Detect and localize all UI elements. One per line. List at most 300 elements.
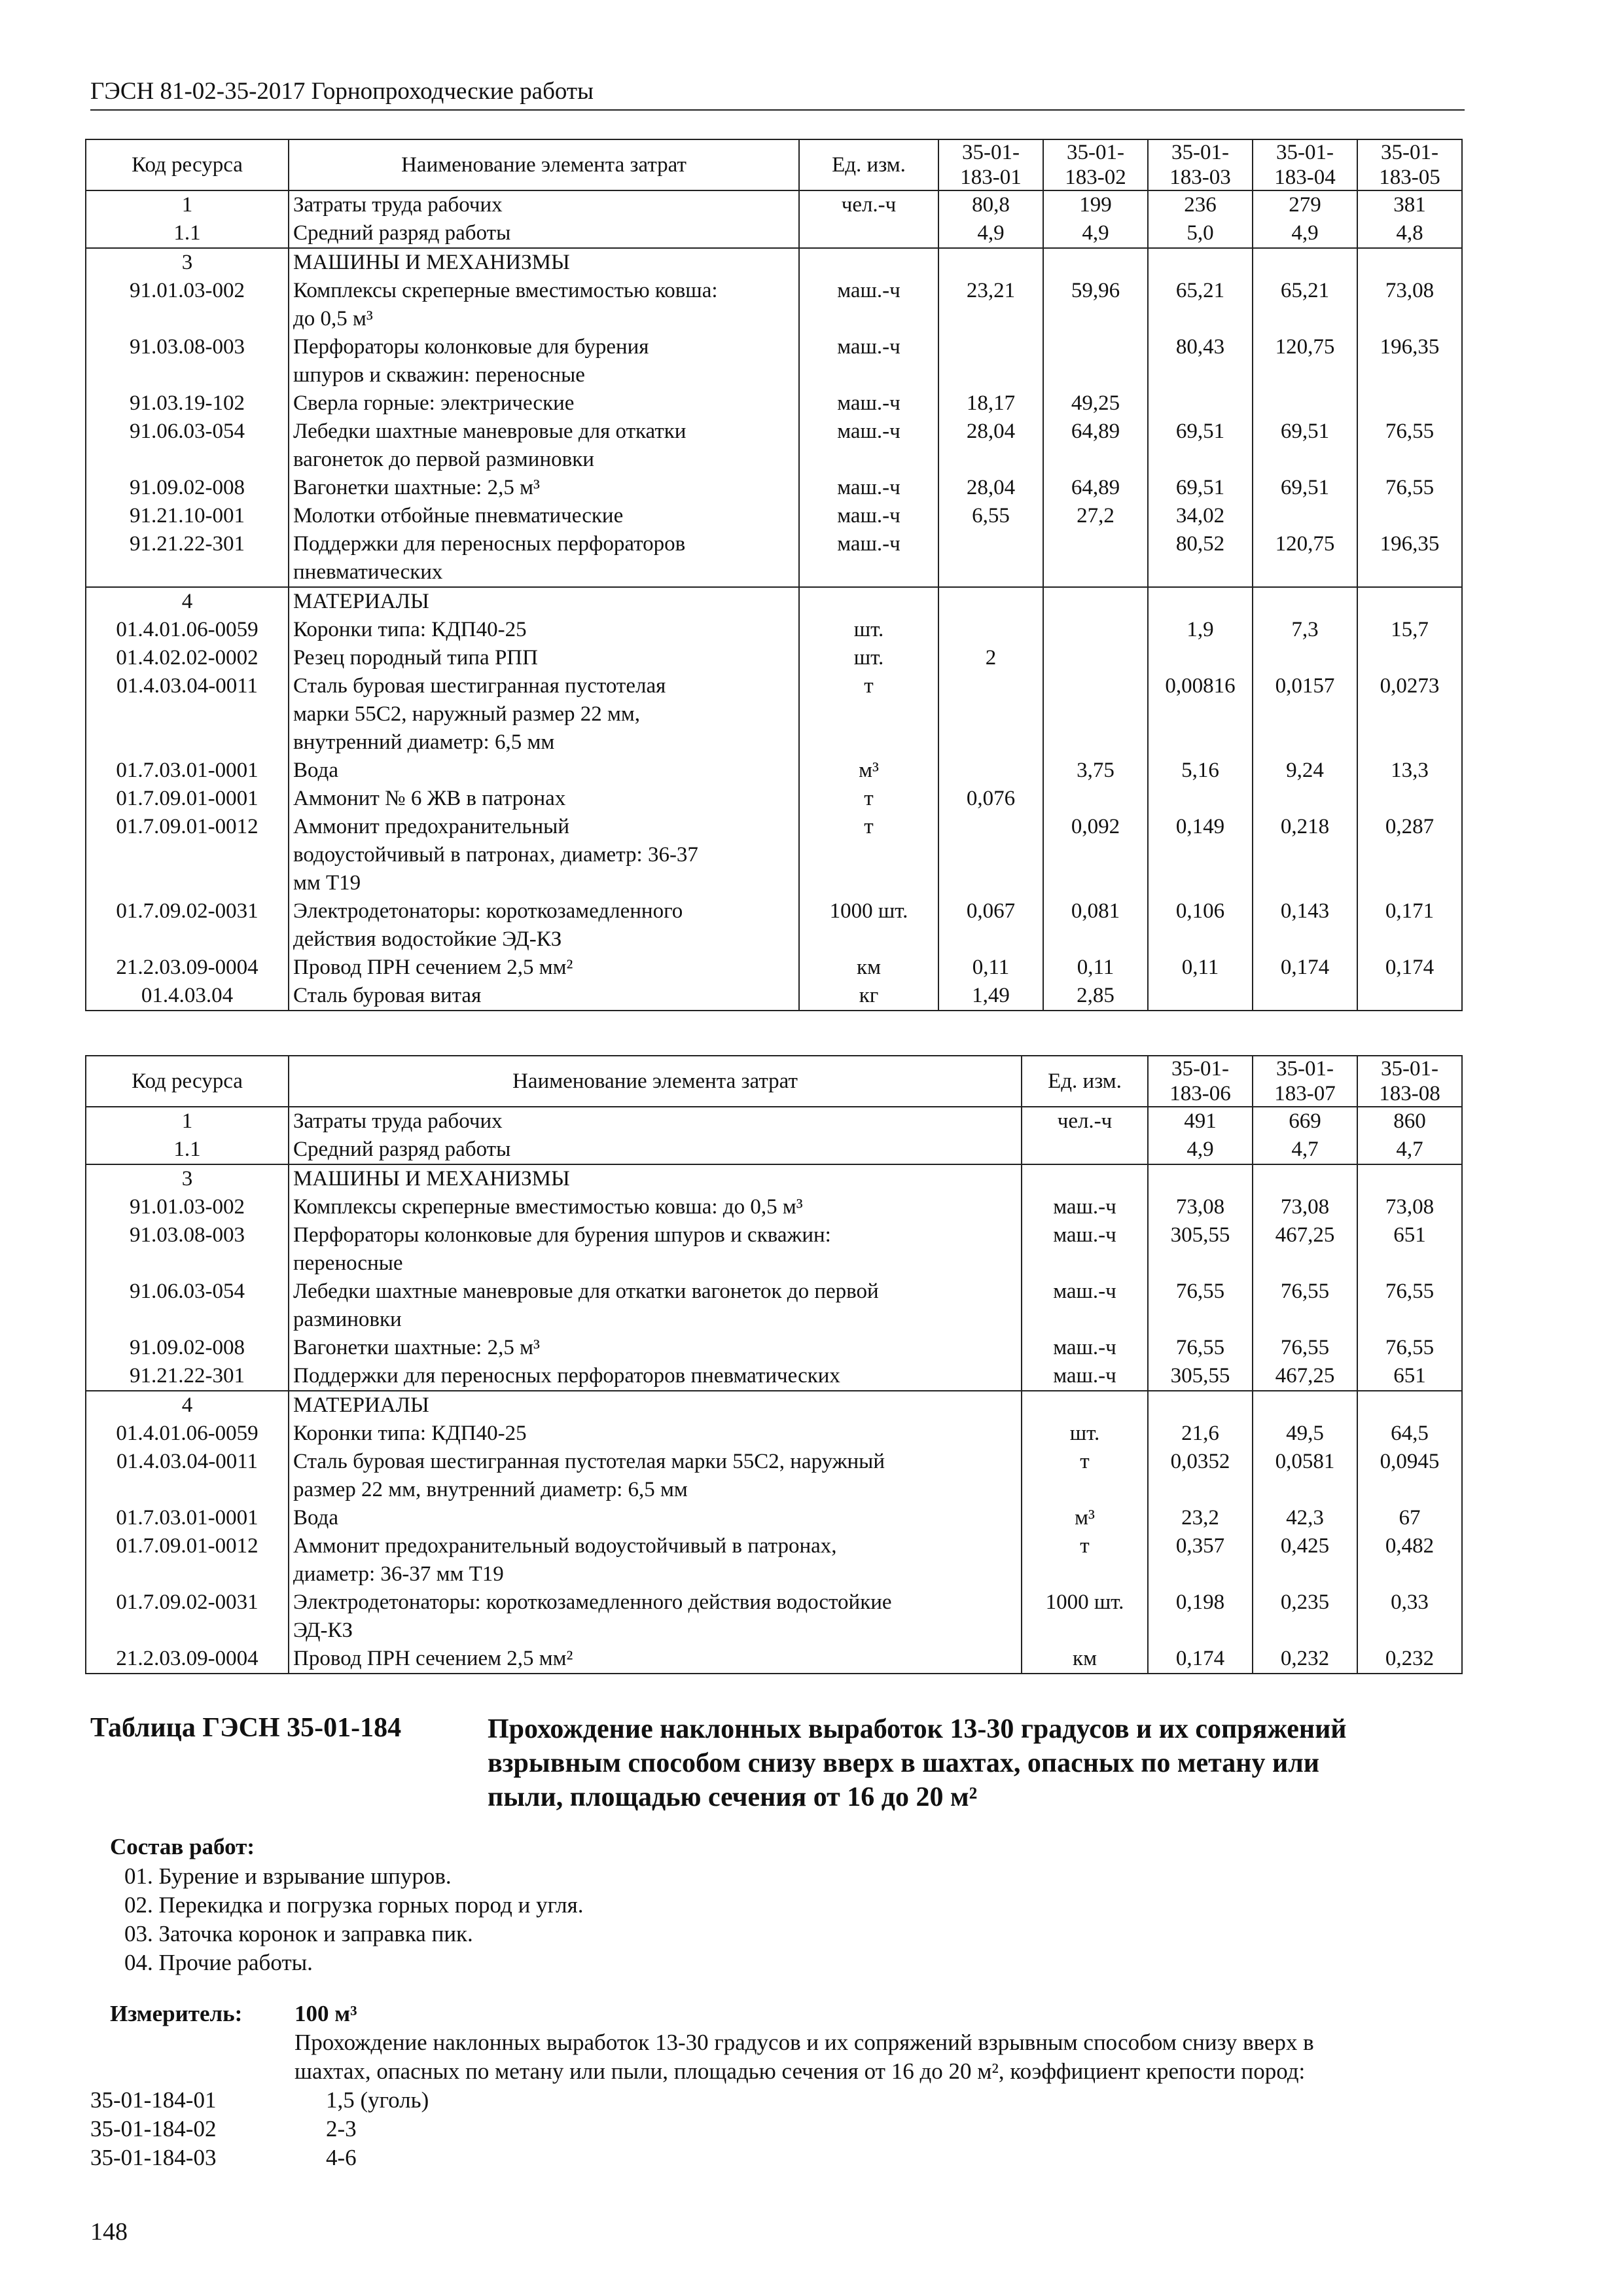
resource-value xyxy=(1148,587,1253,616)
resource-code: 1 xyxy=(86,1107,289,1136)
table-row xyxy=(86,418,1462,474)
resource-value: 76,55 xyxy=(1357,1278,1462,1334)
table-row xyxy=(86,1278,1462,1334)
table-row xyxy=(86,530,1462,587)
resource-unit: шт. xyxy=(1022,1420,1148,1448)
resource-value: 0,171 xyxy=(1357,897,1462,954)
resource-unit xyxy=(799,248,938,277)
resource-unit: м³ xyxy=(799,757,938,785)
resource-value: 0,232 xyxy=(1357,1645,1462,1674)
resource-value: 4,7 xyxy=(1357,1136,1462,1164)
resource-unit: маш.-ч xyxy=(1022,1193,1148,1221)
table-row xyxy=(86,219,1462,248)
norm-code: 35-01-184-02 xyxy=(90,2116,217,2142)
resource-value: 120,75 xyxy=(1253,530,1357,587)
resource-unit: маш.-ч xyxy=(799,389,938,418)
table-row xyxy=(86,502,1462,530)
resource-value: 21,6 xyxy=(1148,1420,1253,1448)
title-line: Прохождение наклонных выработок 13-30 градусов и их сопряжений xyxy=(488,1714,1347,1744)
header-norm-code: 35-01- 183-02 xyxy=(1043,139,1148,190)
resource-name: Сталь буровая витая xyxy=(289,982,799,1011)
resource-value: 0,174 xyxy=(1253,954,1357,982)
table-row xyxy=(86,1362,1462,1391)
resource-value: 4,9 xyxy=(938,219,1043,248)
resource-value: 6,55 xyxy=(938,502,1043,530)
resource-code: 01.7.03.01-0001 xyxy=(86,1504,289,1532)
table-title-code: Таблица ГЭСН 35-01-184 xyxy=(90,1713,402,1743)
resource-code: 01.7.09.01-0001 xyxy=(86,785,289,813)
resource-value: 80,8 xyxy=(938,190,1043,219)
resource-code: 4 xyxy=(86,1391,289,1420)
resource-value: 196,35 xyxy=(1357,333,1462,389)
header-norm-code: 35-01- 183-04 xyxy=(1253,139,1357,190)
resource-value: 65,21 xyxy=(1148,277,1253,333)
resource-name: Перфораторы колонковые для бурения шпуров и скважин: переносные xyxy=(289,1221,1022,1278)
header-norm-code: 35-01- 183-07 xyxy=(1253,1056,1357,1107)
resource-name: Сверла горные: электрические xyxy=(289,389,799,418)
works-item: 04. Прочие работы. xyxy=(124,1950,313,1975)
table-row xyxy=(86,1193,1462,1221)
table-row xyxy=(86,1136,1462,1164)
resource-value: 69,51 xyxy=(1148,474,1253,502)
resource-code: 21.2.03.09-0004 xyxy=(86,1645,289,1674)
resource-unit: 1000 шт. xyxy=(1022,1588,1148,1645)
resource-value: 65,21 xyxy=(1253,277,1357,333)
resource-value: 23,21 xyxy=(938,277,1043,333)
resource-unit: маш.-ч xyxy=(799,530,938,587)
resource-code: 1.1 xyxy=(86,1136,289,1164)
resource-name: Резец породный типа РПП xyxy=(289,644,799,672)
resource-name: Молотки отбойные пневматические xyxy=(289,502,799,530)
resource-value: 28,04 xyxy=(938,418,1043,474)
resource-value: 28,04 xyxy=(938,474,1043,502)
resource-code: 01.7.09.01-0012 xyxy=(86,1532,289,1588)
resource-value: 0,0273 xyxy=(1357,672,1462,757)
section-row xyxy=(86,587,1462,616)
resource-value: 4,9 xyxy=(1148,1136,1253,1164)
resource-value xyxy=(1043,333,1148,389)
table-row xyxy=(86,1420,1462,1448)
resource-value: 0,174 xyxy=(1148,1645,1253,1674)
resource-value: 80,52 xyxy=(1148,530,1253,587)
resource-value: 0,482 xyxy=(1357,1532,1462,1588)
resource-code: 1 xyxy=(86,190,289,219)
resource-name: Аммонит предохранительный водоустойчивый в патронах, диаметр: 36-37 мм Т19 xyxy=(289,1532,1022,1588)
table-header-row xyxy=(86,1056,1462,1107)
resource-value: 5,16 xyxy=(1148,757,1253,785)
resource-code: 91.01.03-002 xyxy=(86,277,289,333)
header-name: Наименование элемента затрат xyxy=(289,1056,1022,1107)
resource-value: 76,55 xyxy=(1148,1334,1253,1362)
table-row xyxy=(86,897,1462,954)
table-row xyxy=(86,1221,1462,1278)
resource-value: 1,9 xyxy=(1148,616,1253,644)
resource-unit: т xyxy=(1022,1532,1148,1588)
table-row xyxy=(86,982,1462,1011)
resource-value xyxy=(1357,389,1462,418)
section-row xyxy=(86,248,1462,277)
resource-value: 0,106 xyxy=(1148,897,1253,954)
resource-value: 4,7 xyxy=(1253,1136,1357,1164)
works-list xyxy=(124,1862,583,1977)
table-row xyxy=(86,1532,1462,1588)
resource-name: Электродетонаторы: короткозамедленного действия водостойкие ЭД-КЗ xyxy=(289,897,799,954)
resource-value xyxy=(938,672,1043,757)
resource-unit: маш.-ч xyxy=(799,502,938,530)
header-unit: Ед. изм. xyxy=(1022,1056,1148,1107)
resource-name: Лебедки шахтные маневровые для откатки вагонеток до первой разминовки xyxy=(289,418,799,474)
table-row xyxy=(86,190,1462,219)
resource-code: 4 xyxy=(86,587,289,616)
table-row xyxy=(86,1645,1462,1674)
resource-unit: чел.-ч xyxy=(1022,1107,1148,1136)
resource-name: Поддержки для переносных перфораторов пневматических xyxy=(289,1362,1022,1391)
resource-value xyxy=(1148,644,1253,672)
norm-value: 2-3 xyxy=(326,2116,357,2142)
resource-code: 01.4.01.06-0059 xyxy=(86,616,289,644)
norm-value: 4-6 xyxy=(326,2145,357,2170)
resource-value xyxy=(938,248,1043,277)
resource-value: 467,25 xyxy=(1253,1362,1357,1391)
resource-unit: маш.-ч xyxy=(799,277,938,333)
header-name: Наименование элемента затрат xyxy=(289,139,799,190)
resource-value xyxy=(1253,248,1357,277)
header-norm-code: 35-01- 183-06 xyxy=(1148,1056,1253,1107)
meter-description-line: Прохождение наклонных выработок 13-30 градусов и их сопряжений взрывным способом снизу вверх в xyxy=(294,2030,1314,2055)
resource-table-183-01-05 xyxy=(85,139,1463,1011)
resource-value xyxy=(1357,1391,1462,1420)
resource-code: 21.2.03.09-0004 xyxy=(86,954,289,982)
resource-value xyxy=(1043,530,1148,587)
resource-value xyxy=(1357,248,1462,277)
table-row xyxy=(86,277,1462,333)
resource-name: Комплексы скреперные вместимостью ковша: до 0,5 м³ xyxy=(289,1193,1022,1221)
resource-value xyxy=(1148,1391,1253,1420)
resource-code: 91.06.03-054 xyxy=(86,1278,289,1334)
resource-value: 0,33 xyxy=(1357,1588,1462,1645)
resource-code: 01.4.03.04 xyxy=(86,982,289,1011)
resource-value: 67 xyxy=(1357,1504,1462,1532)
resource-value: 76,55 xyxy=(1253,1278,1357,1334)
resource-unit: маш.-ч xyxy=(799,418,938,474)
resource-value: 669 xyxy=(1253,1107,1357,1136)
resource-value xyxy=(1253,389,1357,418)
resource-unit: шт. xyxy=(799,644,938,672)
resource-unit: т xyxy=(1022,1448,1148,1504)
resource-value: 0,081 xyxy=(1043,897,1148,954)
resource-value: 76,55 xyxy=(1148,1278,1253,1334)
resource-code: 01.4.03.04-0011 xyxy=(86,1448,289,1504)
resource-value: 4,8 xyxy=(1357,219,1462,248)
resource-value: 42,3 xyxy=(1253,1504,1357,1532)
resource-value: 2,85 xyxy=(1043,982,1148,1011)
resource-value xyxy=(938,813,1043,897)
norm-code: 35-01-184-03 xyxy=(90,2145,217,2170)
resource-name: Сталь буровая шестигранная пустотелая марки 55С2, наружный размер 22 мм, внутренний диаметр: 6,5 мм xyxy=(289,672,799,757)
resource-unit: м³ xyxy=(1022,1504,1148,1532)
resource-code: 01.7.03.01-0001 xyxy=(86,757,289,785)
resource-unit: т xyxy=(799,672,938,757)
header-norm-code: 35-01- 183-08 xyxy=(1357,1056,1462,1107)
resource-unit xyxy=(799,587,938,616)
resource-value: 9,24 xyxy=(1253,757,1357,785)
resource-value xyxy=(1253,502,1357,530)
resource-value: 305,55 xyxy=(1148,1362,1253,1391)
resource-value: 76,55 xyxy=(1357,418,1462,474)
resource-name: Вода xyxy=(289,757,799,785)
section-row xyxy=(86,1391,1462,1420)
resource-value: 120,75 xyxy=(1253,333,1357,389)
resource-unit: км xyxy=(799,954,938,982)
resource-value: 381 xyxy=(1357,190,1462,219)
table-row xyxy=(86,757,1462,785)
works-item: 01. Бурение и взрывание шпуров. xyxy=(124,1863,452,1889)
norm-code: 35-01-184-01 xyxy=(90,2087,217,2113)
resource-value: 5,0 xyxy=(1148,219,1253,248)
table-row xyxy=(86,672,1462,757)
resource-value xyxy=(1357,587,1462,616)
resource-value xyxy=(1043,672,1148,757)
resource-code: 01.7.09.02-0031 xyxy=(86,897,289,954)
meter-description xyxy=(294,2028,1472,2086)
resource-name: Коронки типа: КДП40-25 xyxy=(289,616,799,644)
resource-name: Сталь буровая шестигранная пустотелая марки 55С2, наружный размер 22 мм, внутренний диаметр: 6,5 мм xyxy=(289,1448,1022,1504)
table-row xyxy=(86,474,1462,502)
resource-value: 64,89 xyxy=(1043,418,1148,474)
resource-value: 15,7 xyxy=(1357,616,1462,644)
resource-value xyxy=(1148,389,1253,418)
resource-value: 0,235 xyxy=(1253,1588,1357,1645)
resource-value: 73,08 xyxy=(1357,277,1462,333)
resource-value: 1,49 xyxy=(938,982,1043,1011)
resource-code: 91.01.03-002 xyxy=(86,1193,289,1221)
resource-value: 4,9 xyxy=(1253,219,1357,248)
resource-name: Вагонетки шахтные: 2,5 м³ xyxy=(289,1334,1022,1362)
resource-value xyxy=(1148,982,1253,1011)
norm-codes xyxy=(90,2086,429,2172)
resource-value xyxy=(1043,644,1148,672)
resource-value: 860 xyxy=(1357,1107,1462,1136)
table-row xyxy=(86,813,1462,897)
header-code: Код ресурса xyxy=(86,1056,289,1107)
table-row xyxy=(86,1588,1462,1645)
meter-value: 100 м³ xyxy=(294,2001,357,2026)
resource-name: Электродетонаторы: короткозамедленного действия водостойкие ЭД-КЗ xyxy=(289,1588,1022,1645)
resource-value: 69,51 xyxy=(1148,418,1253,474)
resource-value xyxy=(1253,587,1357,616)
resource-name: Средний разряд работы xyxy=(289,1136,1022,1164)
resource-value: 0,357 xyxy=(1148,1532,1253,1588)
resource-table-183-06-08 xyxy=(85,1055,1463,1674)
resource-code: 91.06.03-054 xyxy=(86,418,289,474)
resource-value: 305,55 xyxy=(1148,1221,1253,1278)
resource-value xyxy=(1148,785,1253,813)
resource-value xyxy=(1253,982,1357,1011)
table-row xyxy=(86,1107,1462,1136)
resource-code: 91.09.02-008 xyxy=(86,1334,289,1362)
resource-value: 3,75 xyxy=(1043,757,1148,785)
resource-unit: т xyxy=(799,813,938,897)
resource-value xyxy=(1253,1164,1357,1193)
resource-code: 01.4.03.04-0011 xyxy=(86,672,289,757)
meter-description-line: шахтах, опасных по метану или пыли, площадью сечения от 16 до 20 м², коэффициент крепости пород: xyxy=(294,2058,1306,2084)
resource-value: 0,425 xyxy=(1253,1532,1357,1588)
table-row xyxy=(86,616,1462,644)
resource-value: 13,3 xyxy=(1357,757,1462,785)
resource-value xyxy=(1357,644,1462,672)
title-line: пыли, площадью сечения от 16 до 20 м² xyxy=(488,1782,978,1812)
header-unit: Ед. изм. xyxy=(799,139,938,190)
resource-name: МАТЕРИАЛЫ xyxy=(289,1391,1022,1420)
resource-value: 76,55 xyxy=(1357,474,1462,502)
resource-value xyxy=(1148,1164,1253,1193)
page-number: 148 xyxy=(90,2218,128,2246)
resource-value xyxy=(938,616,1043,644)
resource-code: 3 xyxy=(86,248,289,277)
resource-value: 4,9 xyxy=(1043,219,1148,248)
header-norm-code: 35-01- 183-03 xyxy=(1148,139,1253,190)
resource-value: 2 xyxy=(938,644,1043,672)
norm-value: 1,5 (уголь) xyxy=(326,2087,429,2113)
works-item: 03. Заточка коронок и заправка пик. xyxy=(124,1921,473,1946)
resource-value: 0,11 xyxy=(1148,954,1253,982)
resource-value: 236 xyxy=(1148,190,1253,219)
resource-code: 01.7.09.01-0012 xyxy=(86,813,289,897)
works-label: Состав работ: xyxy=(110,1834,255,1859)
resource-code: 91.21.10-001 xyxy=(86,502,289,530)
resource-code: 91.09.02-008 xyxy=(86,474,289,502)
resource-value: 73,08 xyxy=(1148,1193,1253,1221)
resource-name: Поддержки для переносных перфораторов пневматических xyxy=(289,530,799,587)
section-row xyxy=(86,1164,1462,1193)
resource-value: 0,067 xyxy=(938,897,1043,954)
resource-unit: маш.-ч xyxy=(1022,1221,1148,1278)
resource-value xyxy=(1253,644,1357,672)
resource-code: 01.7.09.02-0031 xyxy=(86,1588,289,1645)
resource-value: 199 xyxy=(1043,190,1148,219)
table-row xyxy=(86,1334,1462,1362)
resource-name: Коронки типа: КДП40-25 xyxy=(289,1420,1022,1448)
resource-value xyxy=(1043,248,1148,277)
works-item: 02. Перекидка и погрузка горных пород и угля. xyxy=(124,1892,584,1918)
resource-unit: км xyxy=(1022,1645,1148,1674)
resource-value: 49,5 xyxy=(1253,1420,1357,1448)
resource-value: 18,17 xyxy=(938,389,1043,418)
table-row xyxy=(86,333,1462,389)
resource-name: Перфораторы колонковые для бурения шпуров и скважин: переносные xyxy=(289,333,799,389)
resource-value: 69,51 xyxy=(1253,474,1357,502)
resource-value: 0,0157 xyxy=(1253,672,1357,757)
resource-value: 0,232 xyxy=(1253,1645,1357,1674)
resource-value xyxy=(938,333,1043,389)
resource-value xyxy=(1253,1391,1357,1420)
resource-name: Средний разряд работы xyxy=(289,219,799,248)
resource-value: 7,3 xyxy=(1253,616,1357,644)
resource-unit: 1000 шт. xyxy=(799,897,938,954)
resource-name: МАШИНЫ И МЕХАНИЗМЫ xyxy=(289,1164,1022,1193)
resource-value: 0,174 xyxy=(1357,954,1462,982)
resource-value: 0,092 xyxy=(1043,813,1148,897)
resource-unit xyxy=(1022,1136,1148,1164)
resource-code: 91.21.22-301 xyxy=(86,530,289,587)
resource-name: МАТЕРИАЛЫ xyxy=(289,587,799,616)
resource-unit: маш.-ч xyxy=(799,333,938,389)
resource-value xyxy=(1357,1164,1462,1193)
title-line: взрывным способом снизу вверх в шахтах, опасных по метану или xyxy=(488,1748,1319,1778)
resource-value: 76,55 xyxy=(1253,1334,1357,1362)
header-norm-code: 35-01- 183-05 xyxy=(1357,139,1462,190)
header-norm-code: 35-01- 183-01 xyxy=(938,139,1043,190)
resource-value xyxy=(1253,785,1357,813)
resource-code: 01.4.02.02-0002 xyxy=(86,644,289,672)
resource-value: 73,08 xyxy=(1357,1193,1462,1221)
resource-name: Затраты труда рабочих xyxy=(289,1107,1022,1136)
resource-value xyxy=(1357,982,1462,1011)
resource-value xyxy=(1357,502,1462,530)
resource-value xyxy=(1357,785,1462,813)
resource-unit: шт. xyxy=(799,616,938,644)
resource-value: 0,11 xyxy=(1043,954,1148,982)
resource-code: 91.03.08-003 xyxy=(86,1221,289,1278)
resource-value xyxy=(1043,587,1148,616)
resource-unit: маш.-ч xyxy=(1022,1278,1148,1334)
resource-value: 76,55 xyxy=(1357,1334,1462,1362)
resource-name: Аммонит предохранительный водоустойчивый в патронах, диаметр: 36-37 мм Т19 xyxy=(289,813,799,897)
resource-name: Вагонетки шахтные: 2,5 м³ xyxy=(289,474,799,502)
resource-value: 0,143 xyxy=(1253,897,1357,954)
resource-value: 0,218 xyxy=(1253,813,1357,897)
resource-value xyxy=(938,587,1043,616)
resource-value: 64,5 xyxy=(1357,1420,1462,1448)
resource-value xyxy=(1043,616,1148,644)
table-row xyxy=(86,1504,1462,1532)
resource-unit: маш.-ч xyxy=(1022,1334,1148,1362)
resource-name: Провод ПРН сечением 2,5 мм² xyxy=(289,954,799,982)
resource-code: 3 xyxy=(86,1164,289,1193)
resource-value xyxy=(938,757,1043,785)
resource-value: 491 xyxy=(1148,1107,1253,1136)
resource-value: 0,0352 xyxy=(1148,1448,1253,1504)
resource-value: 651 xyxy=(1357,1362,1462,1391)
resource-name: МАШИНЫ И МЕХАНИЗМЫ xyxy=(289,248,799,277)
resource-unit xyxy=(1022,1164,1148,1193)
resource-name: Затраты труда рабочих xyxy=(289,190,799,219)
resource-value: 23,2 xyxy=(1148,1504,1253,1532)
resource-unit xyxy=(799,219,938,248)
resource-value: 69,51 xyxy=(1253,418,1357,474)
resource-value: 0,198 xyxy=(1148,1588,1253,1645)
resource-value: 0,076 xyxy=(938,785,1043,813)
meter-label: Измеритель: xyxy=(110,2001,243,2026)
resource-unit: маш.-ч xyxy=(1022,1362,1148,1391)
resource-value: 34,02 xyxy=(1148,502,1253,530)
resource-value: 279 xyxy=(1253,190,1357,219)
resource-value: 59,96 xyxy=(1043,277,1148,333)
resource-value: 0,11 xyxy=(938,954,1043,982)
resource-value: 80,43 xyxy=(1148,333,1253,389)
resource-value xyxy=(1043,785,1148,813)
resource-unit: маш.-ч xyxy=(799,474,938,502)
resource-unit: чел.-ч xyxy=(799,190,938,219)
resource-value: 0,0945 xyxy=(1357,1448,1462,1504)
header-code: Код ресурса xyxy=(86,139,289,190)
resource-value xyxy=(938,530,1043,587)
resource-value: 0,287 xyxy=(1357,813,1462,897)
resource-code: 91.03.08-003 xyxy=(86,333,289,389)
table-row xyxy=(86,644,1462,672)
resource-value: 64,89 xyxy=(1043,474,1148,502)
resource-value: 0,00816 xyxy=(1148,672,1253,757)
